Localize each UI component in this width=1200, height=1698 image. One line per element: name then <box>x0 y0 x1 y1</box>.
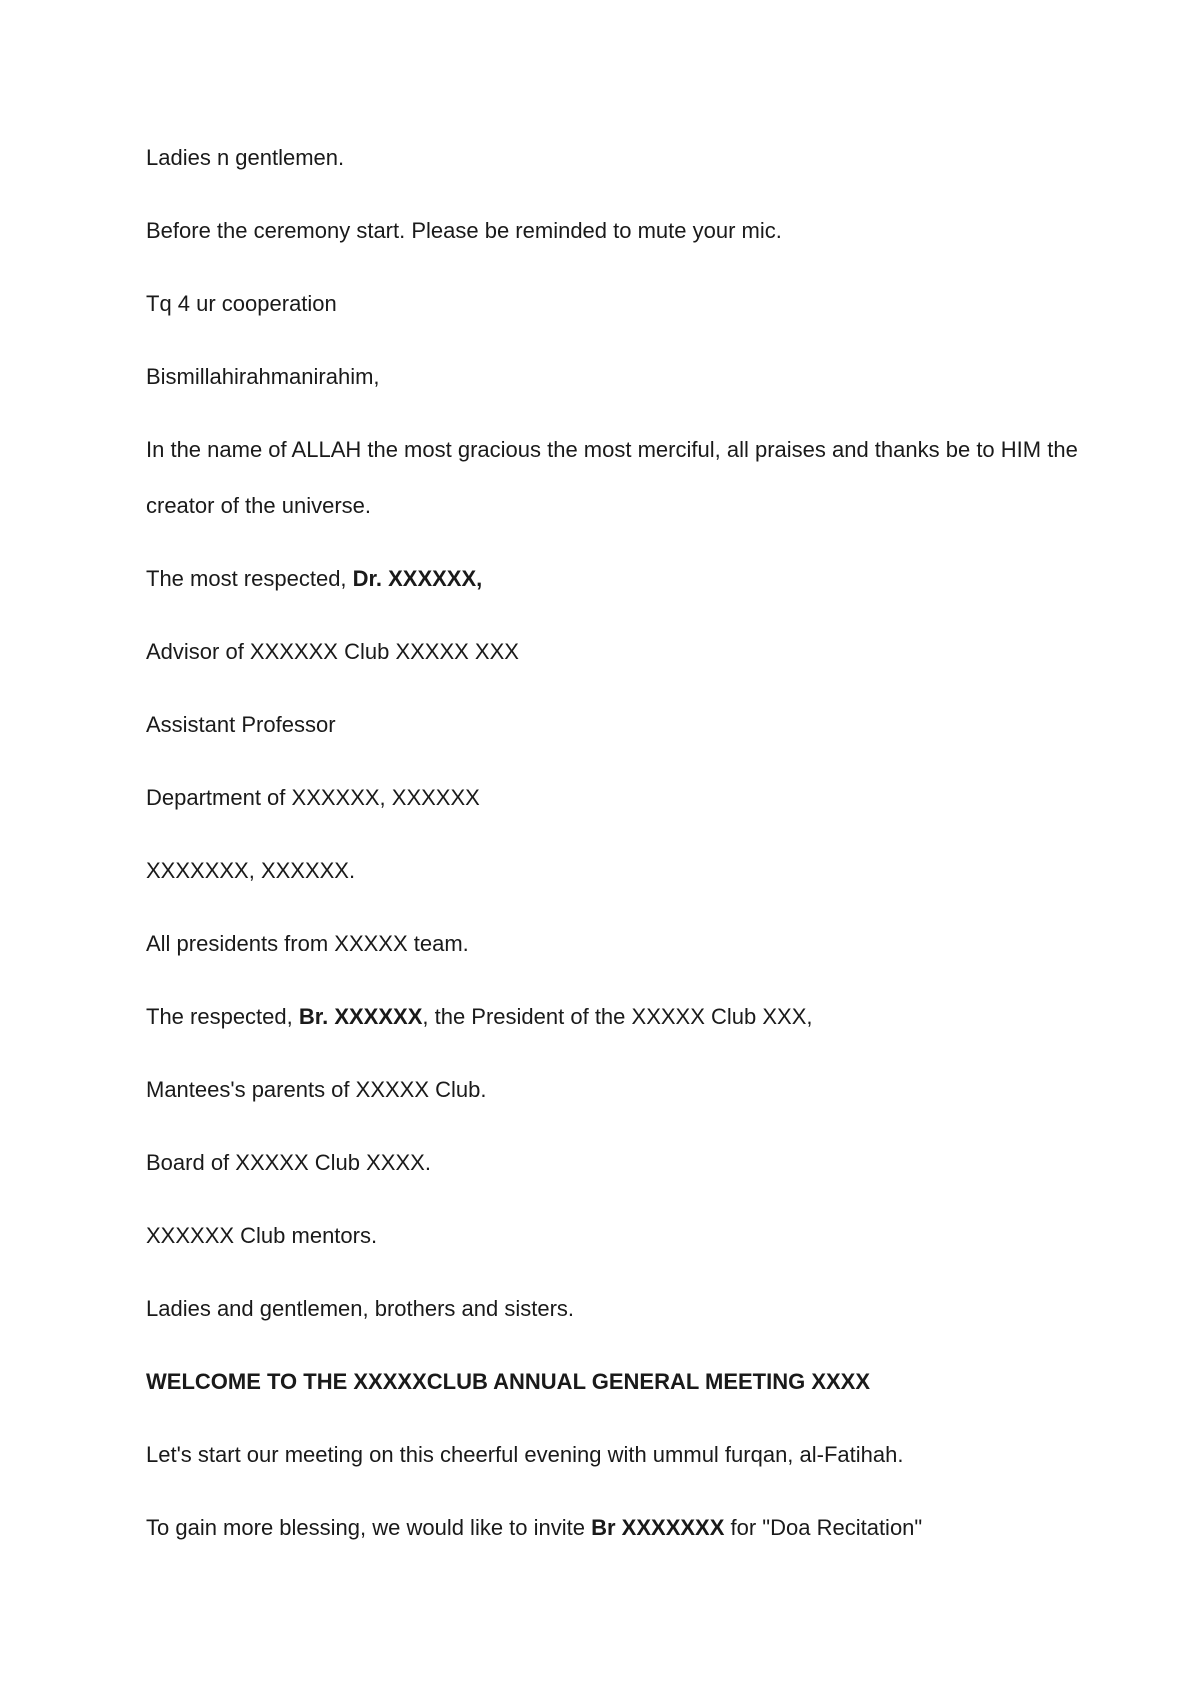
praise-paragraph: In the name of ALLAH the most gracious the most merciful, all praises and thanks be to HIM the creator of the universe. <box>146 437 1078 518</box>
advisor-title-line: Advisor of XXXXXX Club XXXXX XXX <box>146 639 519 664</box>
respected-advisor-line <box>146 565 1086 593</box>
respected-president-line <box>146 1003 1086 1031</box>
doa-invitation-suffix: for "Doa Recitation" <box>724 1515 923 1540</box>
doa-invitation-prefix: To gain more blessing, we would like to invite <box>146 1515 592 1540</box>
bismillah-line: Bismillahirahmanirahim, <box>146 364 380 389</box>
greeting-line: Ladies n gentlemen. <box>146 145 345 170</box>
doa-invitation-line <box>146 1514 1086 1542</box>
advisor-name: Dr. XXXXXX, <box>352 566 483 591</box>
thanks-line: Tq 4 ur cooperation <box>146 291 337 316</box>
professor-title-line: Assistant Professor <box>146 712 336 737</box>
mute-reminder-line: Before the ceremony start. Please be reminded to mute your mic. <box>146 218 782 243</box>
fatihah-line: Let's start our meeting on this cheerful evening with ummul furqan, al-Fatihah. <box>146 1442 904 1467</box>
document-body <box>146 144 1086 1587</box>
doa-reciter-name: Br XXXXXXX <box>591 1515 725 1540</box>
parents-line: Mantees's parents of XXXXX Club. <box>146 1077 487 1102</box>
institution-line: XXXXXXX, XXXXXX. <box>146 858 356 883</box>
president-name: Br. XXXXXX <box>298 1004 423 1029</box>
mentors-line: XXXXXX Club mentors. <box>146 1223 378 1248</box>
presidents-line: All presidents from XXXXX team. <box>146 931 469 956</box>
respected-president-suffix: , the President of the XXXXX Club XXX, <box>422 1004 813 1029</box>
respected-advisor-prefix: The most respected, <box>146 566 353 591</box>
respected-president-prefix: The respected, <box>146 1004 299 1029</box>
audience-line: Ladies and gentlemen, brothers and sisters. <box>146 1296 575 1321</box>
board-line: Board of XXXXX Club XXXX. <box>146 1150 431 1175</box>
welcome-heading: WELCOME TO THE XXXXXCLUB ANNUAL GENERAL MEETING XXXX <box>146 1369 871 1394</box>
department-line: Department of XXXXXX, XXXXXX <box>146 785 480 810</box>
